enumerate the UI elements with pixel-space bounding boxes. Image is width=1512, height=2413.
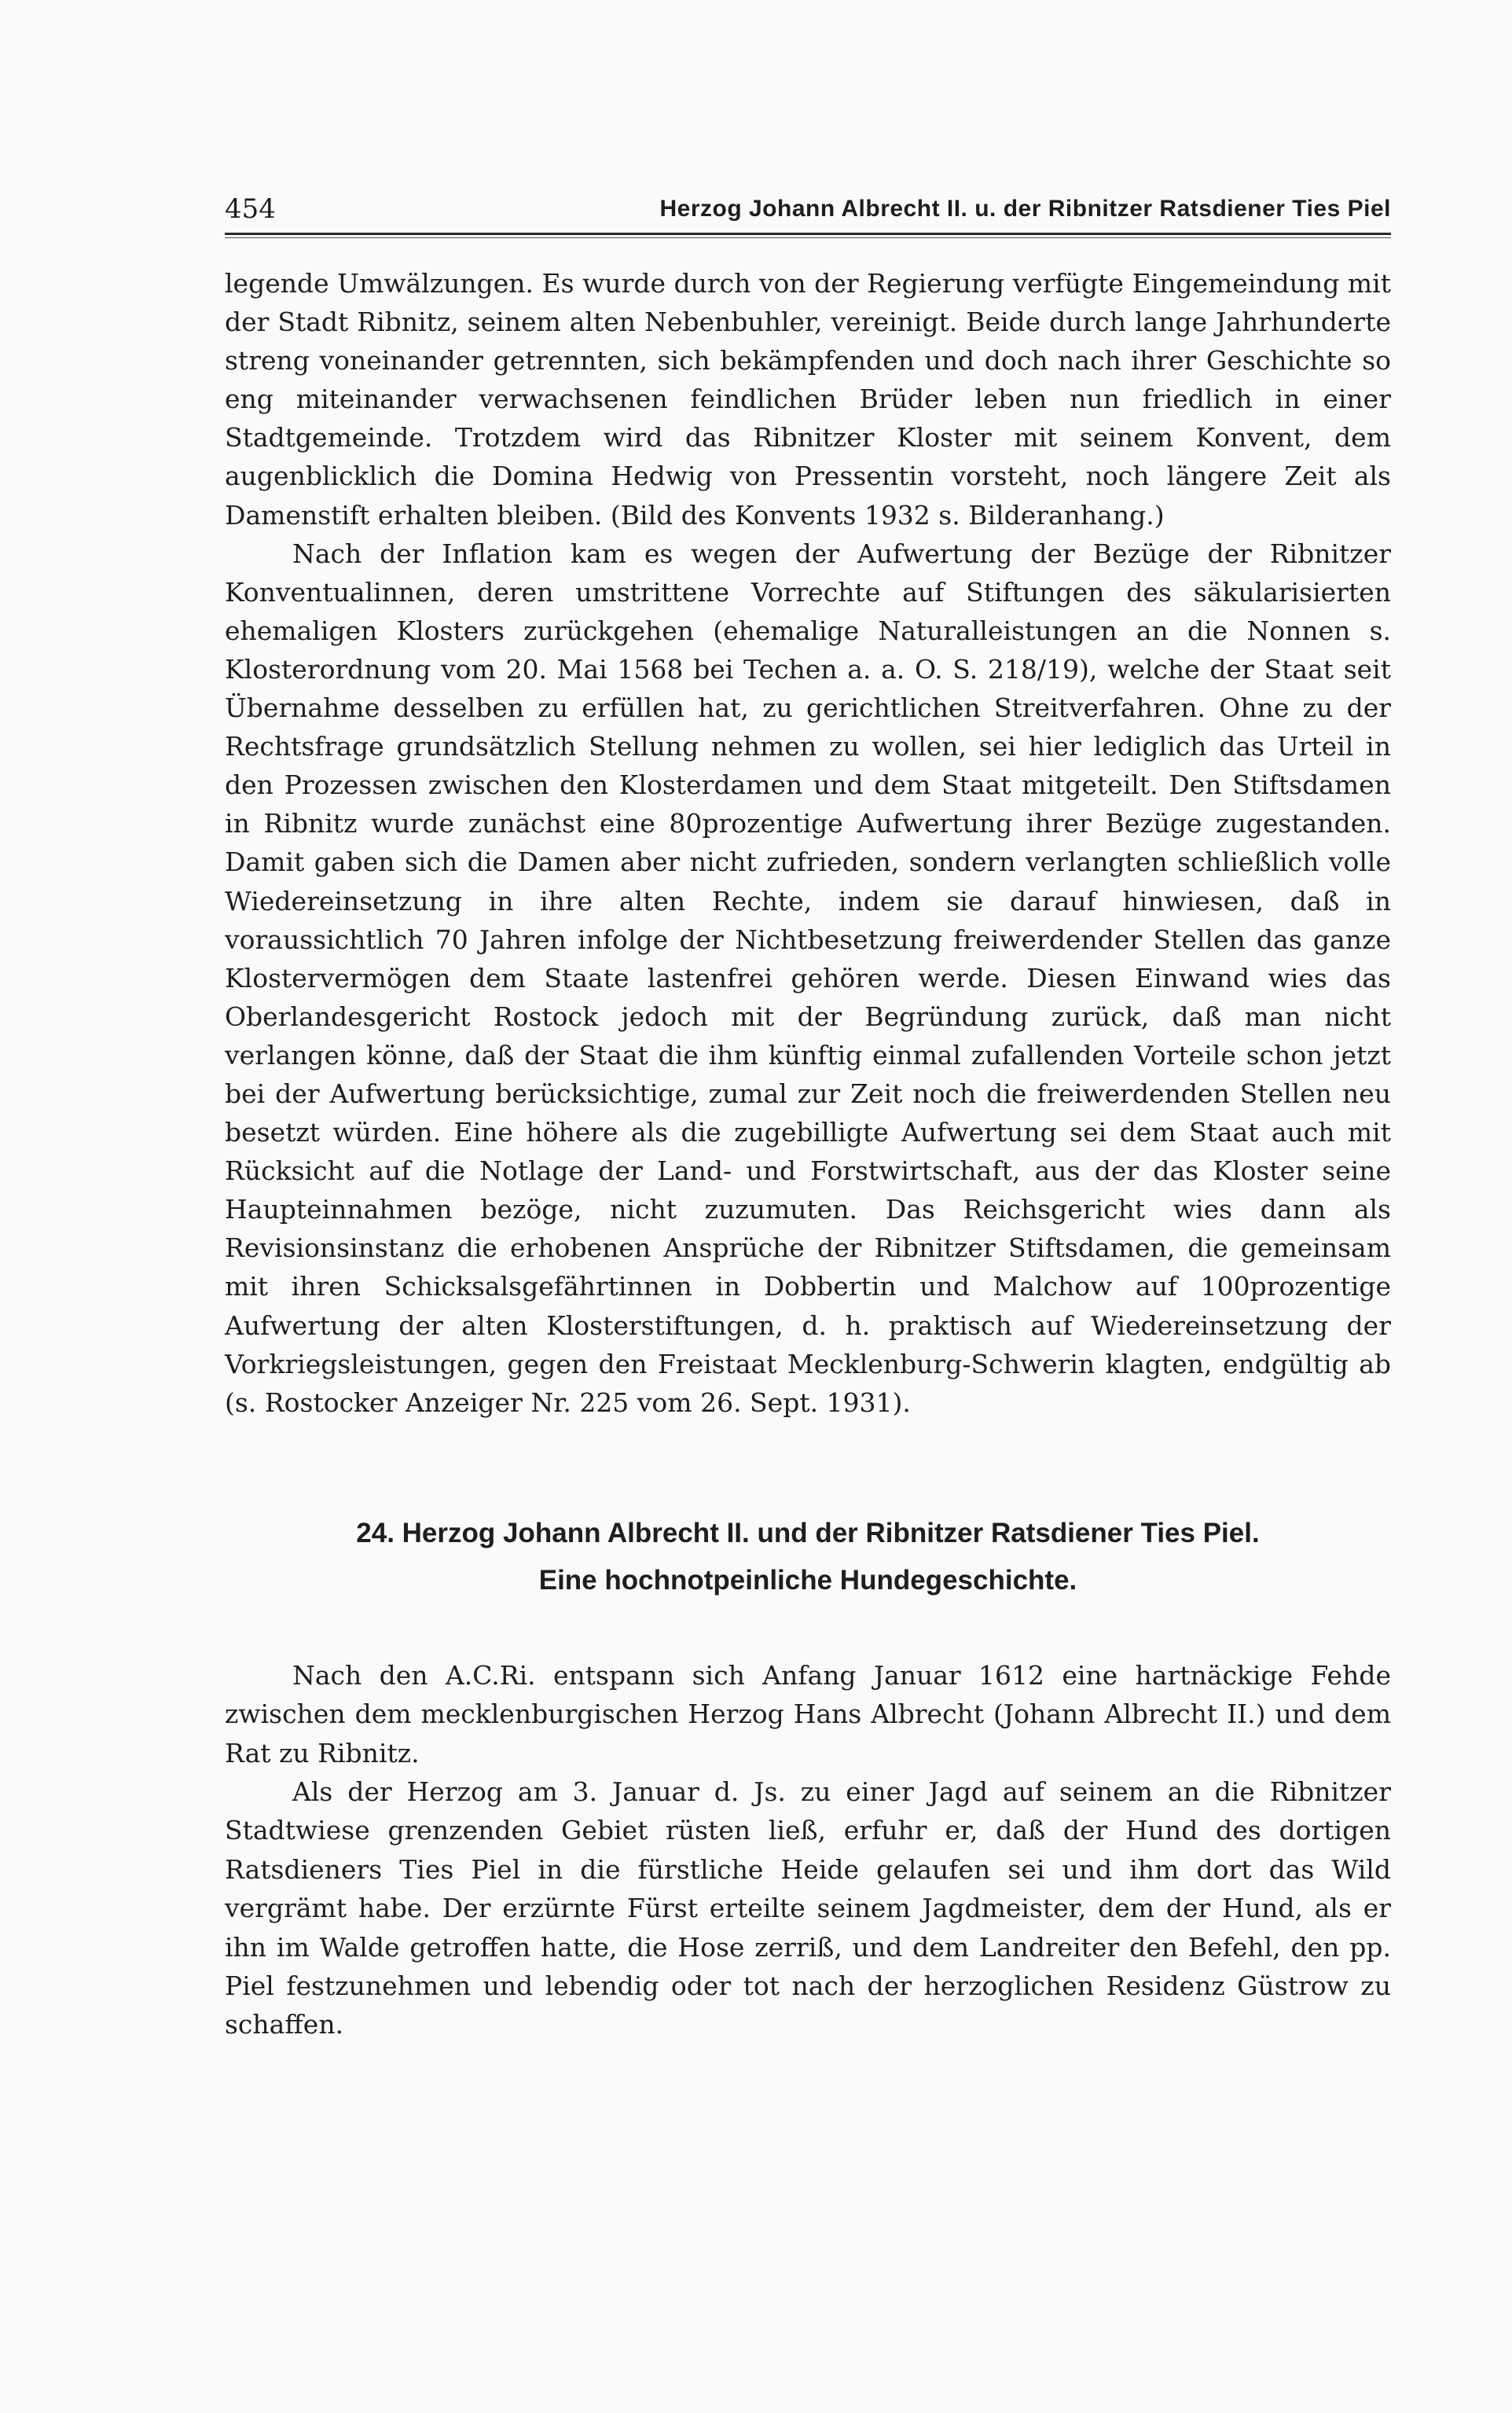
paragraph-continued: legende Umwälzungen. Es wurde durch von der Regierung verfügte Eingemeindung mit der Stadt Ribnitz, seinem alten Nebenbuhler, vereinigt. Beide durch lange Jahrhunderte streng voneinander getrennten, sich bekämpfenden und doch nach ihrer Geschichte so eng miteinander verwachsenen feindlichen Brüder leben nun friedlich in einer Stadtgemeinde. Trotzdem wird das Ribnitzer Kloster mit seinem Konvent, dem augenblicklich die Domina Hedwig von Pressentin vorsteht, noch längere Zeit als Damenstift erhalten bleiben. (Bild des Konvents 1932 s. Bilderanhang.) xyxy=(225,268,1391,531)
paragraph-inflation: Nach der Inflation kam es wegen der Aufwertung der Bezüge der Ribnitzer Konventualinnen, deren umstrittene Vorrechte auf Stiftungen des säkularisierten ehemaligen Klosters zurückgehen (ehemalige Naturalleistungen an die Nonnen s. Klosterordnung vom 20. Mai 1568 bei Techen a. a. O. S. 218/19), welche der Staat seit Übernahme desselben zu erfüllen hat, zu gerichtlichen Streitverfahren. Ohne zu der Rechtsfrage grundsätzlich Stellung nehmen zu wollen, sei hier lediglich das Urteil in den Prozessen zwischen den Klosterdamen und dem Staat mitgeteilt. Den Stiftsdamen in Ribnitz wurde zunächst eine 80prozentige Aufwertung ihrer Bezüge zugestanden. Damit gaben sich die Damen aber nicht zufrieden, sondern verlangten schließlich volle Wiedereinsetzung in ihre alten Rechte, indem sie darauf hinwiesen, daß in voraussichtlich 70 Jahren infolge der Nichtbesetzung freiwerdender Stellen das ganze Klostervermögen dem Staate lastenfrei gehören werde. Diesen Einwand wies das Oberlandesgericht Rostock jedoch mit der Begründung zurück, daß man nicht verlangen könne, daß der Staat die ihm künftig einmal zufallenden Vorteile schon jetzt bei der Aufwertung berücksichtige, zumal zur Zeit noch die freiwerdenden Stellen neu besetzt würden. Eine höhere als die zugebilligte Aufwertung sei dem Staat auch mit Rücksicht auf die Notlage der Land- und Forstwirtschaft, aus der das Kloster seine Haupteinnahmen bezöge, nicht zuzumuten. Das Reichsgericht wies dann als Revisionsinstanz die erhobenen Ansprüche der Ribnitzer Stiftsdamen, die gemeinsam mit ihren Schicksalsgefährtinnen in Dobbertin und Malchow auf 100prozentige Aufwertung der alten Klosterstiftungen, d. h. praktisch auf Wiedereinsetzung der Vorkriegsleistungen, gegen den Freistaat Mecklenburg-Schwerin klagten, endgültig ab (s. Rostocker Anzeiger Nr. 225 vom 26. Sept. 1931). xyxy=(225,538,1391,1418)
section-heading xyxy=(225,1510,1391,1604)
header-rule-thin xyxy=(225,237,1391,238)
section-heading-line-1: 24. Herzog Johann Albrecht II. und der Ribnitzer Ratsdiener Ties Piel. xyxy=(356,1517,1260,1548)
header-rule xyxy=(225,233,1391,235)
section-heading-line-2: Eine hochnotpeinliche Hundegeschichte. xyxy=(538,1564,1077,1596)
section-body xyxy=(225,1656,1391,2044)
running-header xyxy=(225,190,1391,234)
page-number: 454 xyxy=(225,193,276,225)
section-paragraph-2: Als der Herzog am 3. Januar d. Js. zu einer Jagd auf seinem an die Ribnitzer Stadtwiese grenzenden Gebiet rüsten ließ, erfuhr er, daß der Hund des dortigen Ratsdieners Ties Piel in die fürstliche Heide gelaufen sei und ihm dort das Wild vergrämt habe. Der erzürnte Fürst erteilte seinem Jagdmeister, dem der Hund, als er ihn im Walde getroffen hatte, die Hose zerriß, und dem Landreiter den Befehl, den pp. Piel festzunehmen und lebendig oder tot nach der herzoglichen Residenz Güstrow zu schaffen. xyxy=(225,1776,1391,2040)
running-title: Herzog Johann Albrecht II. u. der Ribnitzer Ratsdiener Ties Piel xyxy=(659,196,1391,222)
book-page xyxy=(225,190,1391,2044)
body-text xyxy=(225,264,1391,1422)
section-paragraph-1: Nach den A.C.Ri. entspann sich Anfang Januar 1612 eine hartnäckige Fehde zwischen dem mecklenburgischen Herzog Hans Albrecht (Johann Albrecht II.) und dem Rat zu Ribnitz. xyxy=(225,1659,1391,1768)
section-24 xyxy=(225,1510,1391,2044)
